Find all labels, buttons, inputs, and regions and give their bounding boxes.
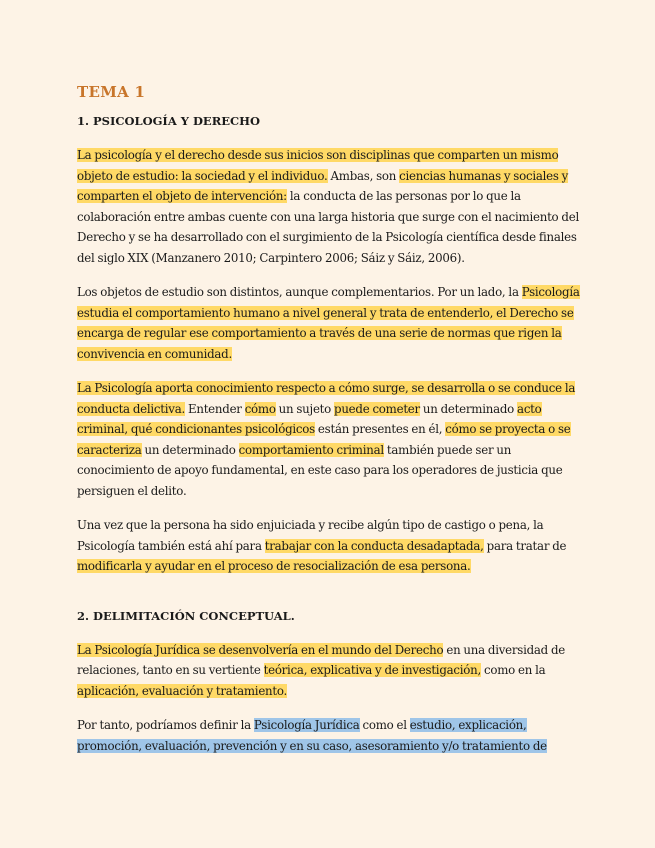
section-2-title: 2. DELIMITACIÓN CONCEPTUAL.	[77, 608, 295, 623]
section-1-paragraph-1	[77, 145, 582, 268]
highlight-yellow: La Psicología aporta conocimiento respecto a cómo surge, se desarrolla o se conduce la conducta delictiva.	[77, 381, 576, 416]
text-run: en una diversidad de relaciones, tanto en su vertiente	[77, 642, 566, 677]
section-gap	[77, 591, 582, 609]
section-1-paragraph-3	[77, 378, 582, 501]
text-run: están presentes en él,	[314, 422, 446, 436]
highlight-yellow: La Psicología Jurídica se desenvolvería en el mundo del Derecho	[77, 642, 444, 657]
text-run: Ambas, son	[327, 168, 400, 183]
text-run: Una vez que la persona ha sido enjuiciada y recibe algún tipo de castigo o pena, la Psicología también está ahí para	[77, 518, 544, 553]
highlight-yellow: puede cometer	[334, 401, 420, 416]
highlight-yellow: modificarla y ayudar en el proceso de resocialización de esa persona.	[77, 559, 471, 573]
text-run: un sujeto	[275, 401, 335, 416]
text-run: la conducta de las personas por lo que la colaboración entre ambas cuente con una larga historia que surge con el nacimiento del Derecho y se ha desarrollado con el surgimiento de la Psicología científica desde finales del siglo XIX (Manzanero 2010; Carpintero 2006; Sáiz y Sáiz, 2006).	[77, 189, 579, 265]
text-run: Los objetos de estudio son distintos, aunque complementarios. Por un lado, la	[77, 285, 522, 299]
tema-heading: TEMA 1	[77, 83, 146, 101]
section-2-paragraph-1	[77, 640, 582, 702]
highlight-yellow: aplicación, evaluación y tratamiento.	[77, 683, 288, 698]
section-1-paragraph-2	[77, 282, 582, 364]
highlight-yellow: teórica, explicativa y de investigación,	[263, 663, 481, 677]
highlight-yellow: Psicología estudia el comportamiento humano a nivel general y trata de entenderlo, el Derecho se encarga de regular ese comportamiento a través de una serie de normas que rigen la convivencia en comunidad.	[77, 285, 580, 361]
text-run: también puede ser un conocimiento de apoyo fundamental, en este caso para los operadores de justicia que persiguen el delito.	[77, 442, 563, 498]
section-2-paragraph-2	[77, 715, 582, 756]
highlight-yellow: cómo	[244, 401, 276, 416]
text-run: como en la	[481, 663, 546, 677]
highlight-yellow: acto criminal, qué condicionantes psicológicos	[77, 401, 542, 436]
highlight-yellow: cómo se proyecta o se caracteriza	[77, 422, 571, 457]
text-run: para tratar de	[483, 538, 567, 553]
section-1-title: 1. PSICOLOGÍA Y DERECHO	[77, 114, 261, 128]
text-run: Por tanto, podríamos definir la	[77, 718, 254, 732]
highlight-yellow: La psicología y el derecho desde sus inicios son disciplinas que comparten un mismo objeto de estudio: la sociedad y el individuo.	[77, 148, 559, 183]
highlight-blue: estudio, explicación, promoción, evaluación, prevención y en su caso, asesoramiento y/o tratamiento de	[77, 718, 547, 753]
document-content	[77, 83, 582, 770]
text-run: como el	[359, 718, 410, 732]
highlight-yellow: comportamiento criminal	[238, 442, 384, 457]
text-run: Entender	[184, 401, 245, 416]
highlight-yellow: trabajar con la conducta desadaptada,	[264, 538, 484, 553]
highlight-blue: Psicología Jurídica	[253, 718, 360, 732]
section-1-paragraph-4	[77, 515, 582, 577]
text-run: un determinado	[419, 401, 518, 416]
highlight-yellow: ciencias humanas y sociales y comparten el objeto de intervención:	[77, 168, 569, 203]
text-run: un determinado	[141, 442, 239, 457]
